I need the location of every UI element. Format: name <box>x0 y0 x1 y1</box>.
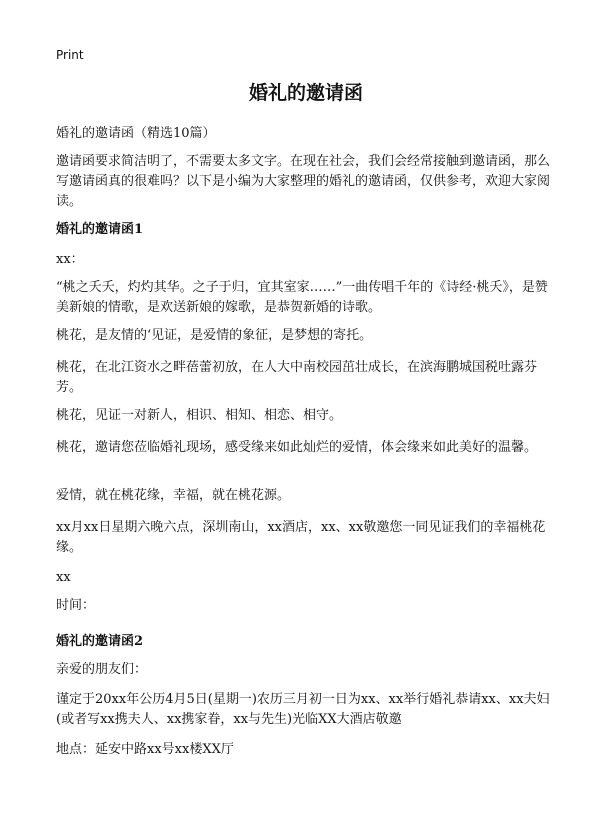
section-heading-2: 婚礼的邀请函2 <box>56 634 144 649</box>
section-1-paragraph: 时间： <box>56 598 96 613</box>
section-1-paragraph: 桃花，邀请您莅临婚礼现场，感受缘来如此灿烂的爱情，体会缘来如此美好的温馨。 <box>56 440 538 455</box>
section-1-paragraph: 桃花，见证一对新人，相识、相知、相恋、相守。 <box>56 408 343 423</box>
section-heading-1: 婚礼的邀请函1 <box>56 222 144 237</box>
section-1-paragraph: xx月xx日星期六晚六点，深圳南山，xx酒店，xx、xx敬邀您一同见证我们的幸福桃花缘。 <box>56 520 546 555</box>
section-1-paragraph: “桃之夭夭，灼灼其华。之子于归，宜其室家……”一曲传唱千年的《诗经·桃夭》，是赞美新娘的情歌，是欢送新娘的嫁歌，是恭贺新婚的诗歌。 <box>56 280 548 315</box>
section-1-paragraph: xx： <box>56 252 84 267</box>
section-2-paragraph: 地点：延安中路xx号xx楼XX厅 <box>56 742 234 757</box>
section-1-paragraph: 桃花，是友情的‘见证，是爱情的象征，是梦想的寄托。 <box>56 328 373 343</box>
section-1-paragraph: 爱情，就在桃花缘，幸福，就在桃花源。 <box>56 488 291 503</box>
section-2-paragraph: 谨定于20xx年公历4月5日(星期一)农历三月初一日为xx、xx举行婚礼恭请xx、xx夫妇(或者写xx携夫人、xx携家眷，xx与先生)光临XX大酒店敬邀 <box>56 692 550 727</box>
document-subtitle: 婚礼的邀请函（精选10篇） <box>56 126 216 141</box>
section-1-paragraph: xx <box>56 570 71 585</box>
print-link[interactable]: Print <box>56 48 84 62</box>
section-2-paragraph: 亲爱的朋友们： <box>56 662 148 677</box>
intro-paragraph: 邀请函要求简洁明了，不需要太多文字。在现在社会，我们会经常接触到邀请函，那么写邀请函真的很难吗？以下是小编为大家整理的婚礼的邀请函，仅供参考，欢迎大家阅读。 <box>56 154 551 209</box>
section-1-paragraph: 桃花，在北江资水之畔蓓蕾初放，在人大中南校园茁壮成长，在滨海鹏城国税吐露芬芳。 <box>56 360 538 395</box>
document-title: 婚礼的邀请函 <box>248 82 363 104</box>
